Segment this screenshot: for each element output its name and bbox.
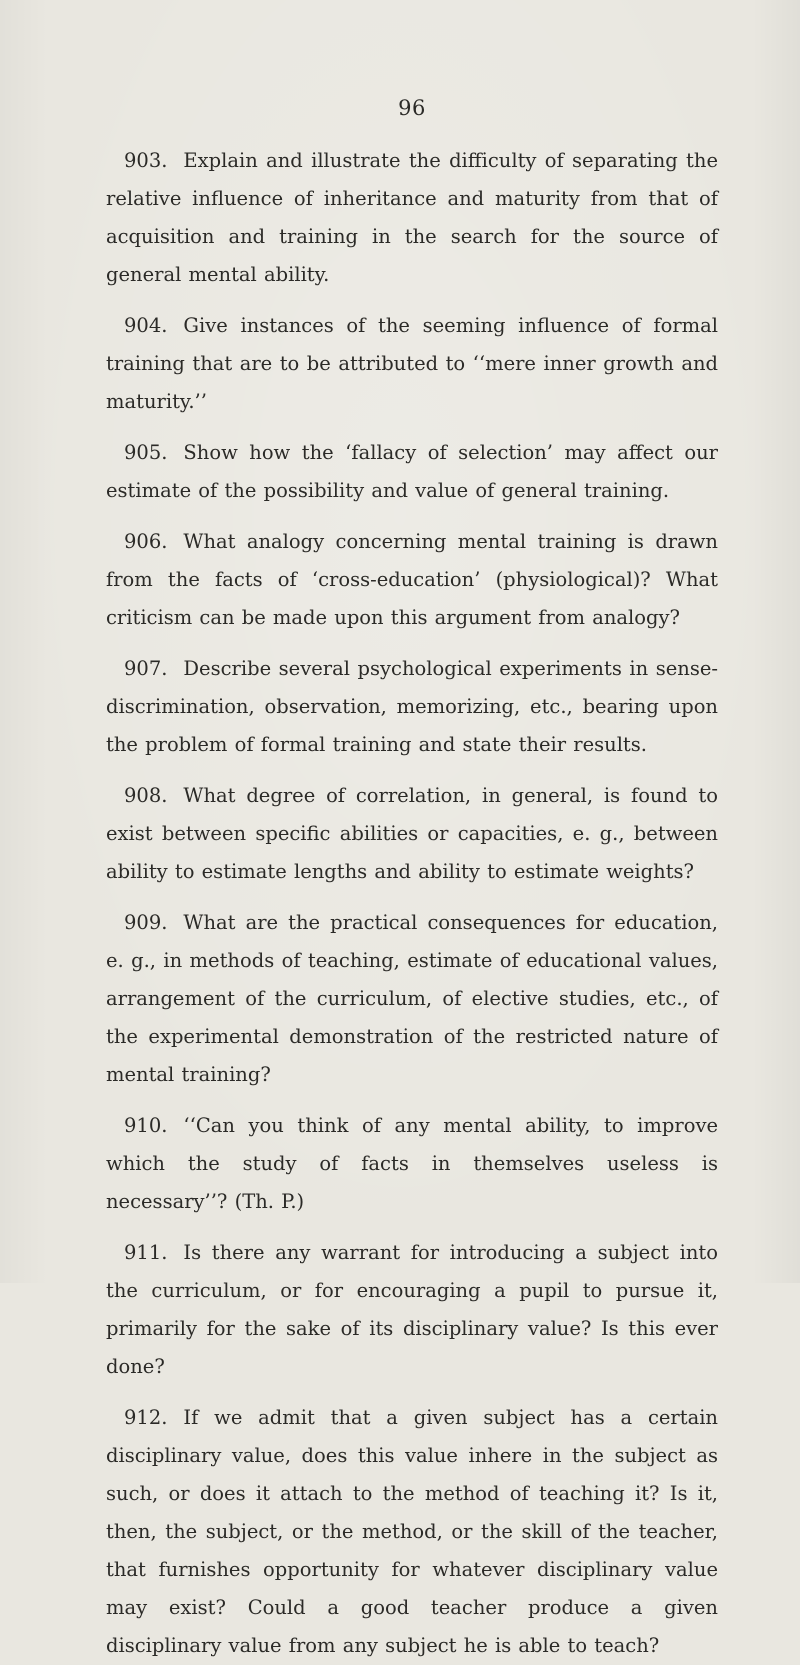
question-text: If we admit that a given subject has a certain disciplinary value, does this value inhere in the subject as such, or does it attach to the method of teaching it? Is it, then, the subject, or the method, or the skill of the teacher, that furnishes opportunity for whatever disciplinary value may exist? Could a good teacher produce a given disciplinary value from any subject he is able to teach?	[106, 1406, 718, 1657]
question-number: 903.	[124, 149, 168, 172]
question-906	[106, 523, 718, 637]
question-908	[106, 777, 718, 891]
question-907	[106, 650, 718, 764]
question-910	[106, 1107, 718, 1221]
question-number: 908.	[124, 784, 168, 807]
question-text: What are the practical consequences for education, e. g., in methods of teaching, estimate of educational values, arrangement of the curriculum, of elective studies, etc., of the experimental demonstration of the restricted nature of mental training?	[106, 911, 718, 1086]
question-number: 904.	[124, 314, 168, 337]
question-903	[106, 142, 718, 294]
question-number: 905.	[124, 441, 168, 464]
page-number: 96	[398, 96, 426, 120]
question-number: 911.	[124, 1241, 168, 1264]
question-905	[106, 434, 718, 510]
question-text: ‘‘Can you think of any mental ability, to improve which the study of facts in themselves useless is necessary’’? (Th. P.)	[106, 1114, 718, 1213]
question-text: Show how the ‘fallacy of selection’ may affect our estimate of the possibility and value of general training.	[106, 441, 718, 502]
question-912	[106, 1399, 718, 1665]
question-number: 910.	[124, 1114, 168, 1137]
question-text: What analogy concerning mental training is drawn from the facts of ‘cross-education’ (physiological)? What criticism can be made upon this argument from analogy?	[106, 530, 718, 629]
question-text: What degree of correlation, in general, is found to exist between specific abilities or capacities, e. g., between ability to estimate lengths and ability to estimate weights?	[106, 784, 718, 883]
question-text: Explain and illustrate the difficulty of separating the relative influence of inheritance and maturity from that of acquisition and training in the search for the source of general mental ability.	[106, 149, 718, 286]
question-number: 909.	[124, 911, 168, 934]
question-number: 906.	[124, 530, 168, 553]
question-909	[106, 904, 718, 1094]
question-number: 912.	[124, 1406, 168, 1429]
question-text: Is there any warrant for introducing a subject into the curriculum, or for encouraging a pupil to pursue it, primarily for the sake of its disciplinary value? Is this ever done?	[106, 1241, 718, 1378]
question-text: Give instances of the seeming influence of formal training that are to be attributed to ‘‘mere inner growth and maturity.’’	[106, 314, 718, 413]
question-number: 907.	[124, 657, 168, 680]
question-911	[106, 1234, 718, 1386]
question-904	[106, 307, 718, 421]
question-text: Describe several psychological experiments in sense-discrimination, observation, memorizing, etc., bearing upon the problem of formal training and state their results.	[106, 657, 718, 756]
